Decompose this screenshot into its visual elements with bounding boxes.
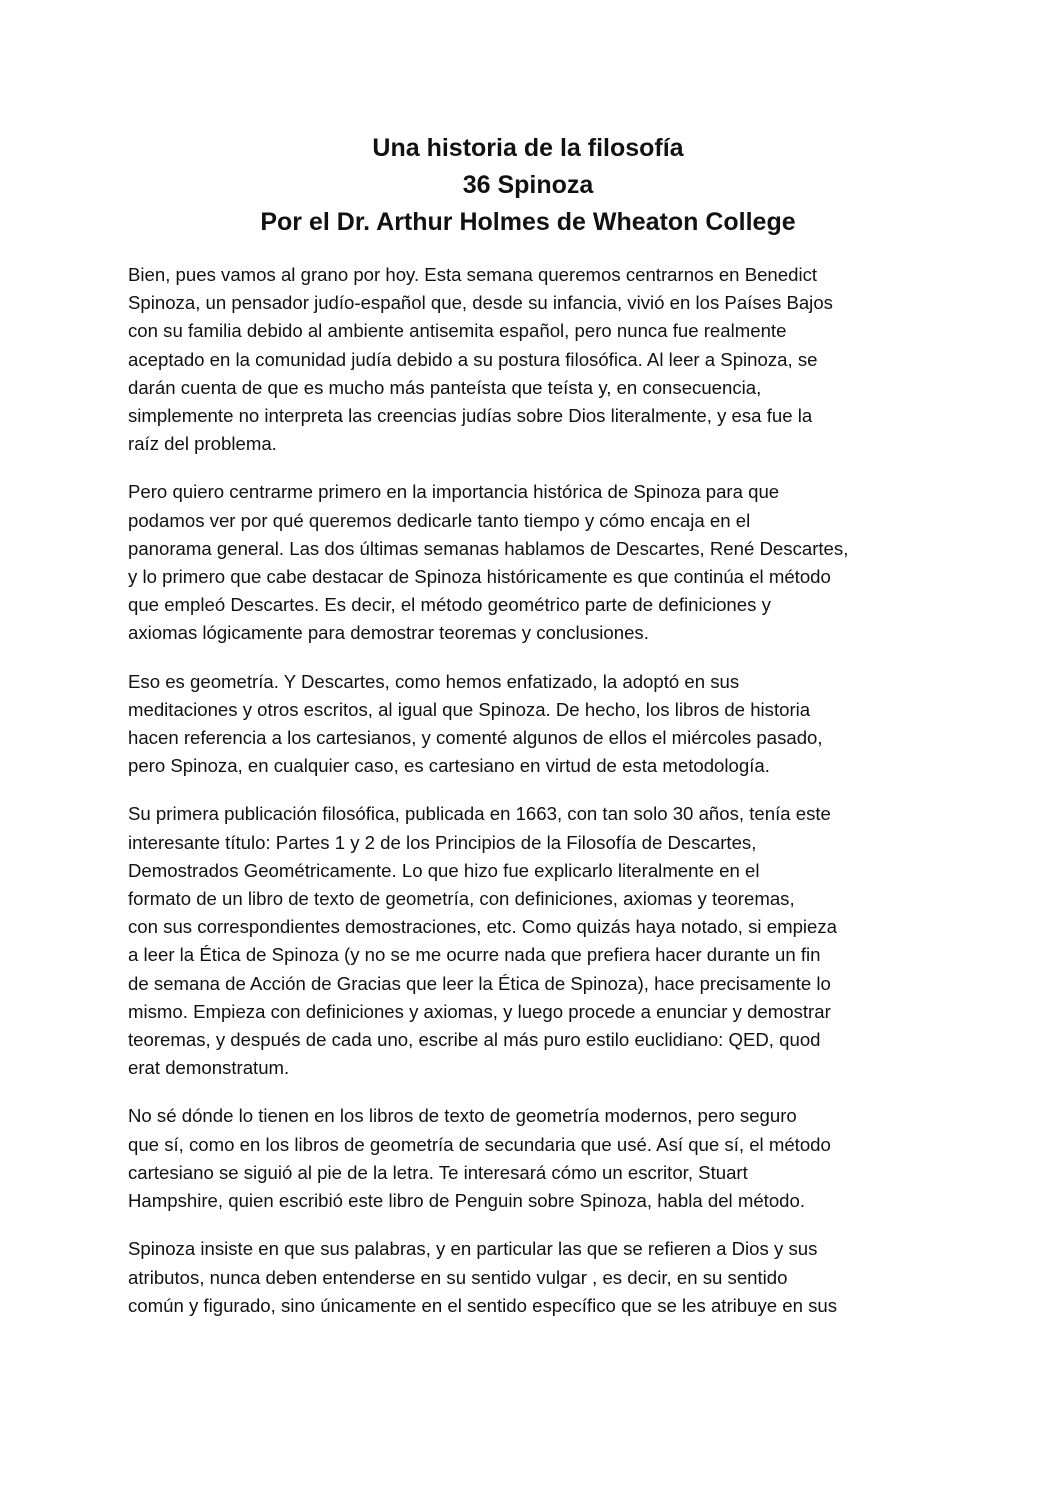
- paragraph: [128, 668, 928, 781]
- text-line: Eso es geometría. Y Descartes, como hemos enfatizado, la adoptó en sus: [128, 670, 740, 692]
- text-line: que empleó Descartes. Es decir, el método geométrico parte de definiciones y: [128, 594, 771, 616]
- text-line: Pero quiero centrarme primero en la importancia histórica de Spinoza para que: [128, 481, 780, 503]
- text-line: mismo. Empieza con definiciones y axiomas, y luego procede a enunciar y demostrar: [128, 1000, 831, 1022]
- text-line: interesante título: Partes 1 y 2 de los Principios de la Filosofía de Descartes,: [128, 831, 757, 853]
- text-line: simplemente no interpreta las creencias judías sobre Dios literalmente, y esa fue la: [128, 405, 813, 427]
- text-line: raíz del problema.: [128, 433, 277, 455]
- text-line: con su familia debido al ambiente antisemita español, pero nunca fue realmente: [128, 320, 787, 342]
- paragraph: [128, 1102, 928, 1215]
- page-title: Una historia de la filosofía: [372, 134, 684, 162]
- text-line: Hampshire, quien escribió este libro de Penguin sobre Spinoza, habla del método.: [128, 1190, 806, 1212]
- text-line: de semana de Acción de Gracias que leer la Ética de Spinoza), hace precisamente lo: [128, 972, 831, 994]
- text-line: Spinoza insiste en que sus palabras, y en particular las que se refieren a Dios y sus: [128, 1238, 818, 1260]
- text-line: que sí, como en los libros de geometría de secundaria que usé. Así que sí, el método: [128, 1133, 831, 1155]
- text-line: teoremas, y después de cada uno, escribe al más puro estilo euclidiano: QED, quod: [128, 1029, 821, 1051]
- text-line: a leer la Ética de Spinoza (y no se me ocurre nada que prefiera hacer durante un fin: [128, 944, 821, 966]
- document-body: [128, 261, 928, 1320]
- text-line: Spinoza, un pensador judío-español que, desde su infancia, vivió en los Países Bajos: [128, 292, 833, 314]
- text-line: y lo primero que cabe destacar de Spinoza históricamente es que continúa el método: [128, 566, 831, 588]
- text-line: aceptado en la comunidad judía debido a su postura filosófica. Al leer a Spinoza, se: [128, 348, 818, 370]
- text-line: meditaciones y otros escritos, al igual que Spinoza. De hecho, los libros de historia: [128, 698, 811, 720]
- text-line: podamos ver por qué queremos dedicarle tanto tiempo y cómo encaja en el: [128, 509, 751, 531]
- text-line: formato de un libro de texto de geometría, con definiciones, axiomas y teoremas,: [128, 888, 795, 910]
- text-line: darán cuenta de que es mucho más panteísta que teísta y, en consecuencia,: [128, 376, 762, 398]
- text-line: común y figurado, sino únicamente en el sentido específico que se les atribuye en sus: [128, 1294, 838, 1316]
- author-byline: Por el Dr. Arthur Holmes de Wheaton College: [260, 208, 796, 236]
- text-line: pero Spinoza, en cualquier caso, es cartesiano en virtud de esta metodología.: [128, 755, 770, 777]
- paragraph: [128, 478, 928, 647]
- paragraph: [128, 1235, 928, 1320]
- text-line: Demostrados Geométricamente. Lo que hizo fue explicarlo literalmente en el: [128, 859, 760, 881]
- text-line: Su primera publicación filosófica, publicada en 1663, con tan solo 30 años, tenía este: [128, 803, 831, 825]
- text-line: con sus correspondientes demostraciones, etc. Como quizás haya notado, si empieza: [128, 916, 838, 938]
- paragraph: [128, 800, 928, 1082]
- paragraph: [128, 261, 928, 458]
- text-line: erat demonstratum.: [128, 1057, 290, 1079]
- lecture-number: 36 Spinoza: [462, 171, 594, 199]
- document-header: [128, 130, 928, 241]
- text-line: panorama general. Las dos últimas semanas hablamos de Descartes, René Descartes,: [128, 537, 849, 559]
- text-line: cartesiano se siguió al pie de la letra. Te interesará cómo un escritor, Stuart: [128, 1161, 748, 1183]
- text-line: axiomas lógicamente para demostrar teoremas y conclusiones.: [128, 622, 649, 644]
- text-line: Bien, pues vamos al grano por hoy. Esta semana queremos centrarnos en Benedict: [128, 264, 818, 285]
- text-line: atributos, nunca deben entenderse en su sentido vulgar , es decir, en su sentido: [128, 1266, 788, 1288]
- text-line: hacen referencia a los cartesianos, y comenté algunos de ellos el miércoles pasado,: [128, 727, 823, 749]
- document-page: [128, 130, 928, 1340]
- text-line: No sé dónde lo tienen en los libros de texto de geometría modernos, pero seguro: [128, 1105, 797, 1127]
